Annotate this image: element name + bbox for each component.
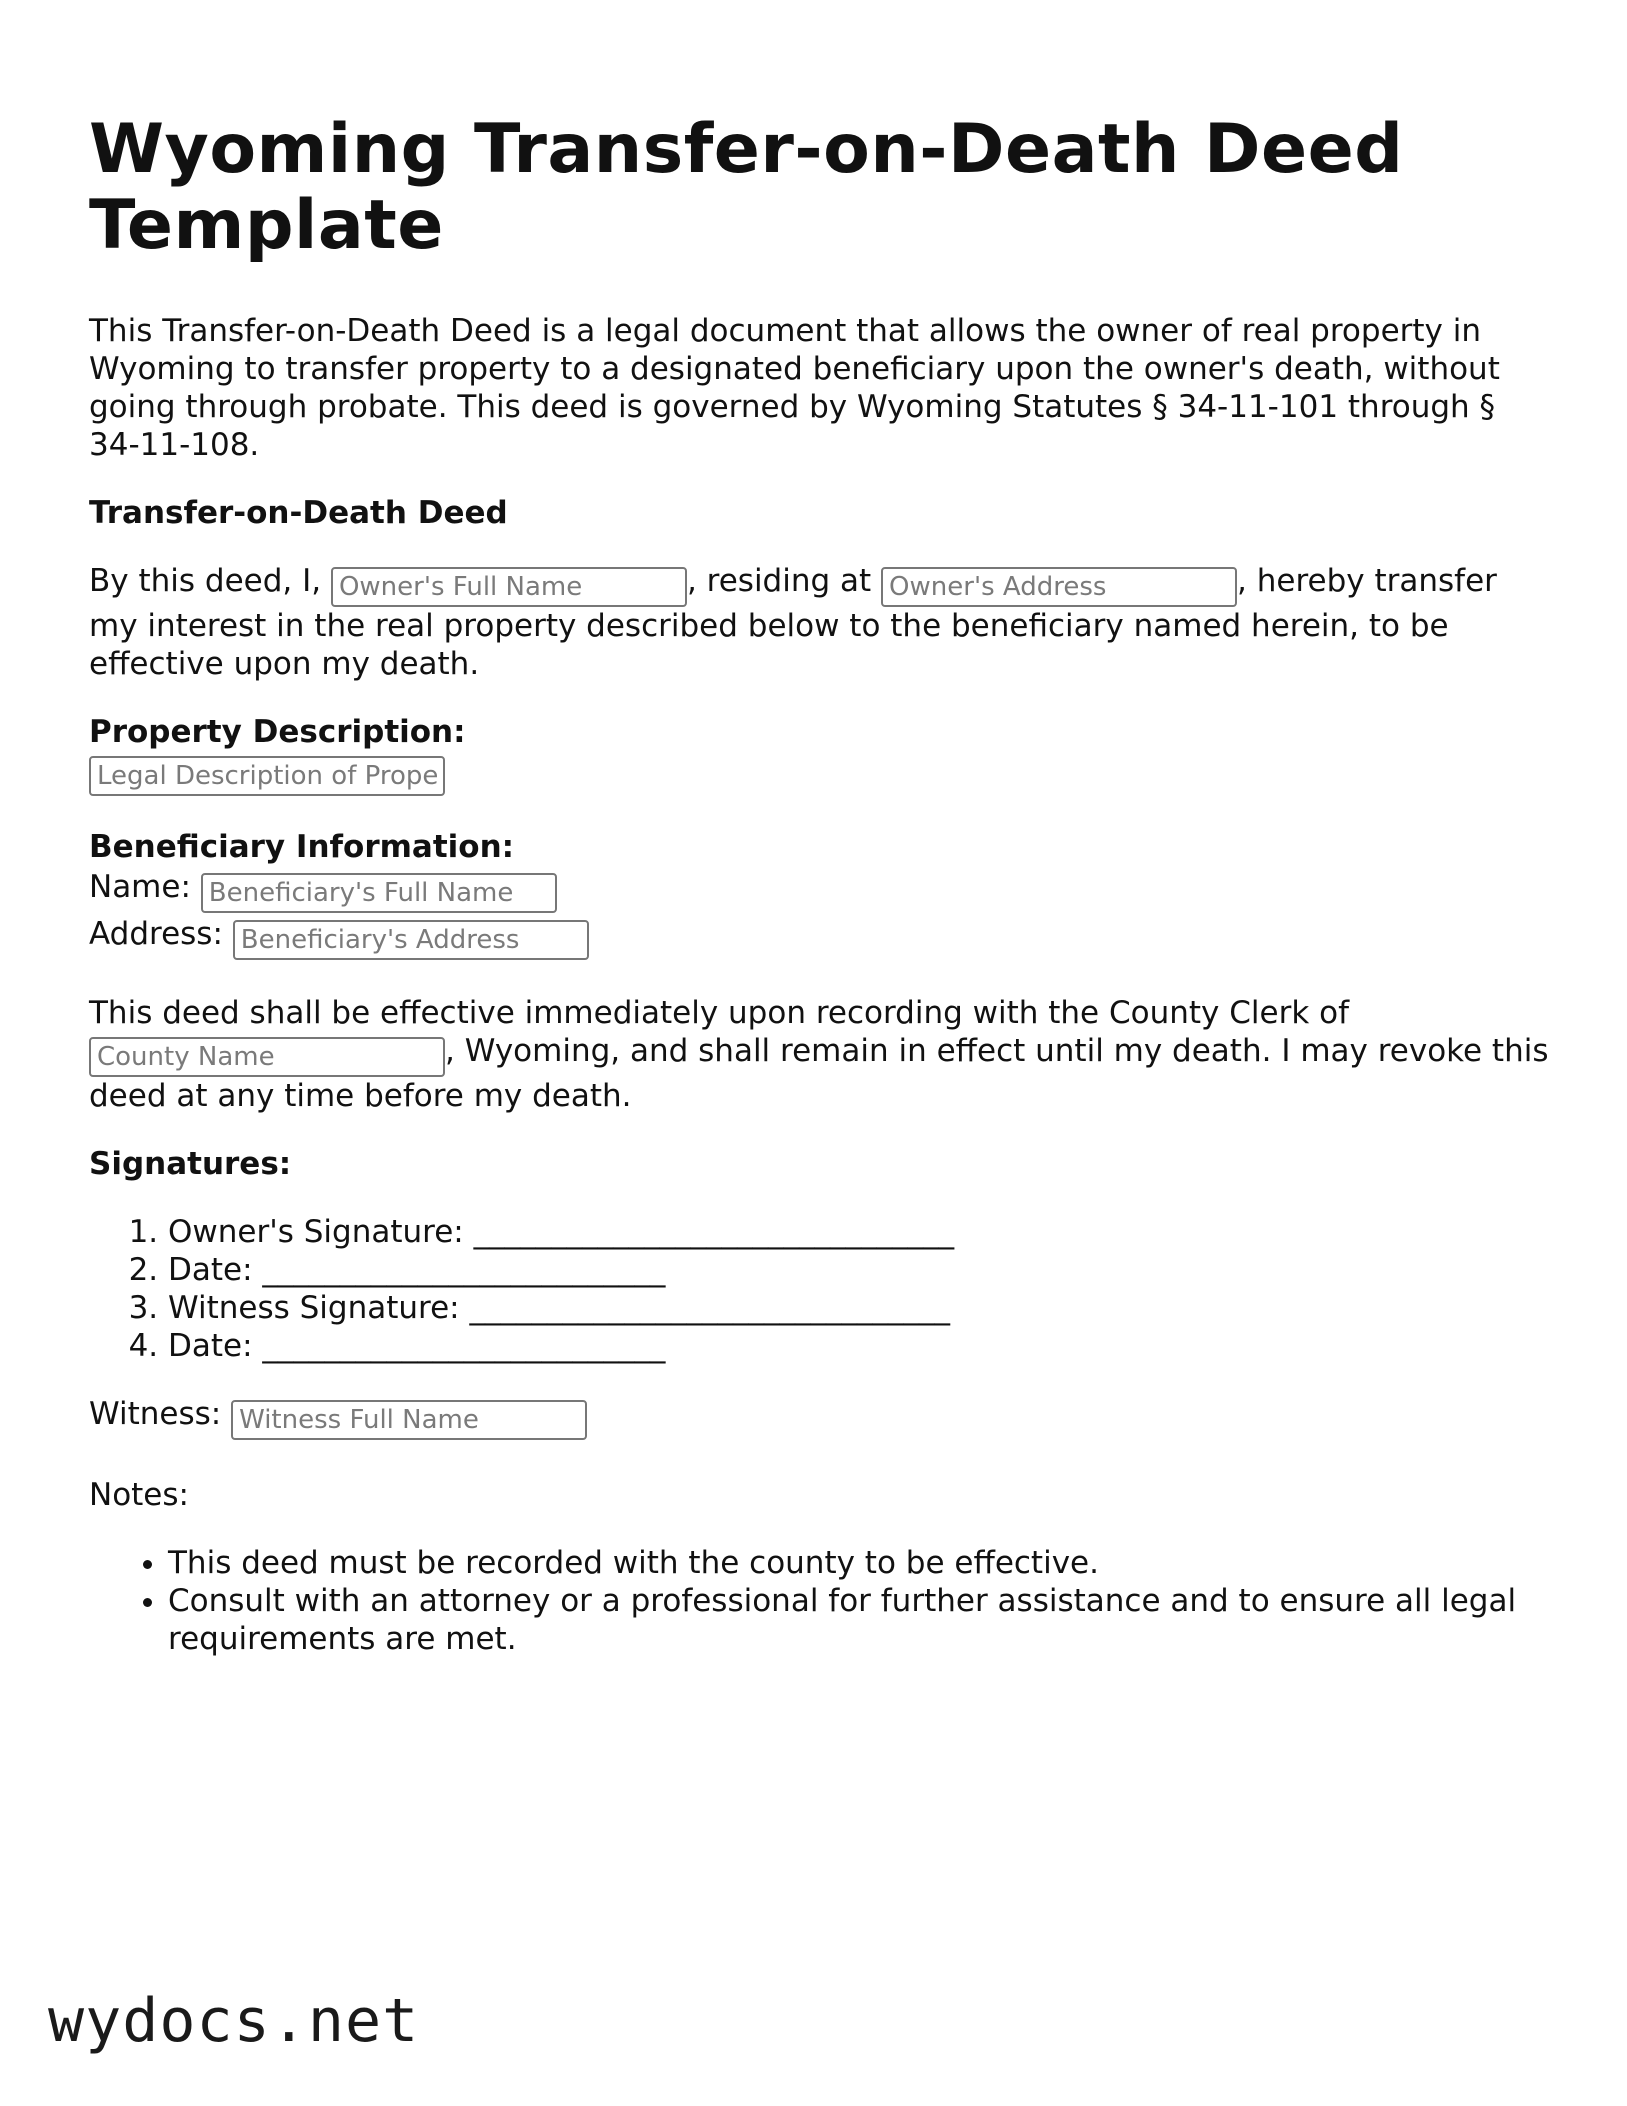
witness-row — [89, 1395, 1549, 1440]
witness-label: Witness: — [89, 1396, 232, 1432]
notes-label: Notes: — [89, 1477, 189, 1513]
signature-line: 1. Owner's Signature: _______________________________ — [168, 1213, 1549, 1251]
deed-document — [89, 112, 1549, 1658]
beneficiary-name-input[interactable] — [201, 873, 557, 913]
owner-name-input[interactable] — [331, 567, 687, 607]
page-title: Wyoming Transfer-on-Death Deed Template — [89, 110, 1404, 265]
beneficiary-label: Beneficiary Information: — [89, 829, 515, 865]
property-section — [89, 713, 1549, 796]
effective-text-2: , Wyoming, and shall remain in effect until my death. I may revoke this deed at any time before my death. — [89, 1033, 1549, 1114]
signatures-heading: Signatures: — [89, 1146, 292, 1182]
note-item: • Consult with an attorney or a professional for further assistance and to ensure all legal requirements are met. — [168, 1582, 1549, 1658]
beneficiary-address-label: Address: — [89, 916, 233, 952]
deed-text-1: By this deed, I, — [89, 563, 331, 599]
property-description-input[interactable] — [89, 756, 445, 796]
intro-paragraph: This Transfer-on-Death Deed is a legal document that allows the owner of real property in Wyoming to transfer property to a designated beneficiary upon the owner's death, without going through probate. This deed is governed by Wyoming Statutes § 34-11-101 through § 34-11-108. — [89, 313, 1500, 463]
site-watermark: wydocs.net — [48, 1986, 420, 2056]
owner-address-input[interactable] — [881, 567, 1237, 607]
beneficiary-address-row — [89, 913, 1549, 960]
notes-list — [89, 1544, 1549, 1658]
deed-text-3: , hereby transfer my interest in the real property described below to the beneficiary named herein, to be effective upon my death. — [89, 563, 1497, 682]
note-item: • This deed must be recorded with the county to be effective. — [168, 1544, 1549, 1582]
county-name-input[interactable] — [89, 1037, 445, 1077]
signature-list — [89, 1213, 1549, 1365]
deed-text-2: , residing at — [686, 563, 882, 599]
signature-line: 4. Date: __________________________ — [168, 1327, 1549, 1365]
beneficiary-address-input[interactable] — [233, 920, 589, 960]
witness-name-input[interactable] — [231, 1400, 587, 1440]
beneficiary-name-row — [89, 866, 1549, 913]
deed-paragraph — [89, 562, 1549, 683]
signature-line: 2. Date: __________________________ — [168, 1251, 1549, 1289]
effective-paragraph — [89, 994, 1549, 1115]
beneficiary-name-label: Name: — [89, 869, 201, 905]
signature-line: 3. Witness Signature: _______________________________ — [168, 1289, 1549, 1327]
beneficiary-section — [89, 828, 1549, 960]
property-label: Property Description: — [89, 714, 466, 750]
deed-heading: Transfer-on-Death Deed — [89, 495, 508, 531]
effective-text-1: This deed shall be effective immediately upon recording with the County Clerk of — [89, 995, 1350, 1031]
